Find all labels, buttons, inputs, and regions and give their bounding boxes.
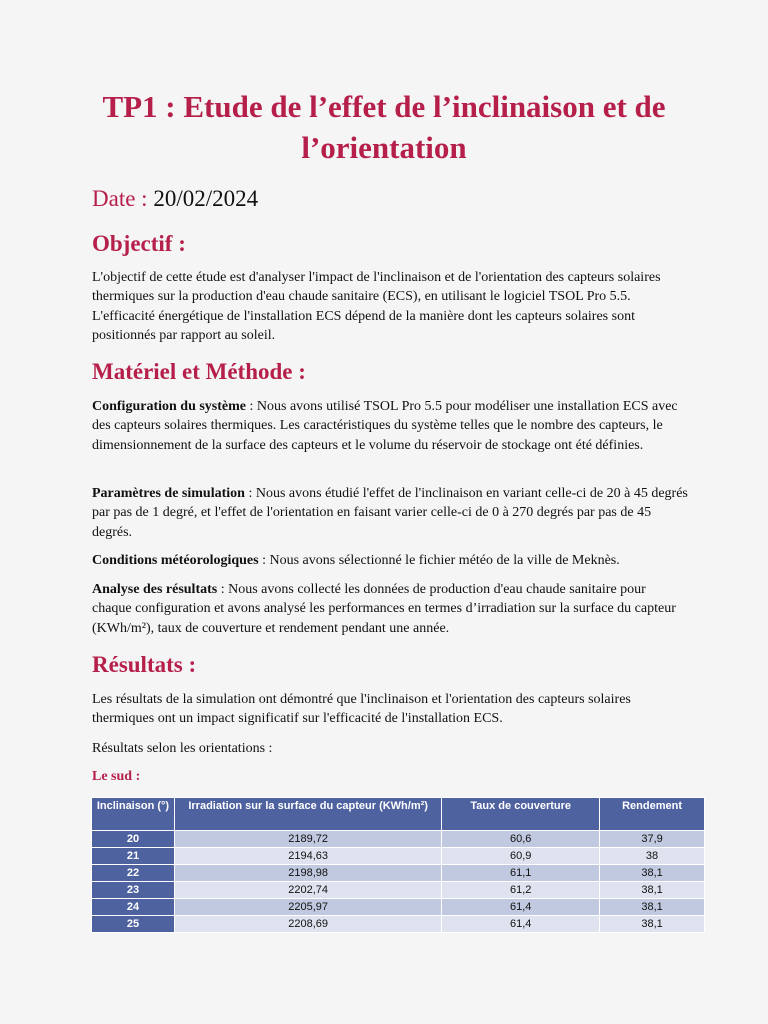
- table-cell: 2208,69: [174, 916, 441, 933]
- method-item-configuration: [92, 397, 688, 455]
- table-row: [92, 916, 705, 933]
- table-cell: 20: [92, 831, 175, 848]
- objective-text: L'objectif de cette étude est d'analyser l'impact de l'inclinaison et de l'orientation des capteurs solaires thermiques sur la production d'eau chaude sanitaire (ECS), en utilisant le logiciel TSOL Pro 5.5. L'efficacité énergétique de l'installation ECS dépend de la manière dont les capteurs solaires sont positionnés par rapport au soleil.: [92, 270, 661, 344]
- method-item-parameters: [92, 484, 688, 542]
- column-header-irradiation: Irradiation sur la surface du capteur (KWh/m²): [174, 798, 441, 831]
- table-cell: 61,4: [442, 899, 600, 916]
- date-label: Date :: [92, 186, 154, 211]
- method-item-analysis: [92, 580, 688, 638]
- table-row: [92, 848, 705, 865]
- table-cell: 23: [92, 882, 175, 899]
- table-cell: 24: [92, 899, 175, 916]
- table-cell: 38,1: [600, 882, 705, 899]
- table-cell: 61,1: [442, 865, 600, 882]
- table-cell: 2205,97: [174, 899, 441, 916]
- table-cell: 2189,72: [174, 831, 441, 848]
- table-cell: 2198,98: [174, 865, 441, 882]
- results-south-subheading: Le sud :: [92, 769, 141, 784]
- method-text: : Nous avons collecté les données de production d'eau chaude sanitaire pour chaque configuration et avons analysé les performances en termes d’irradiation sur la surface du capteur (KWh/m²), taux de couverture et rendement pendant une année.: [92, 582, 676, 636]
- method-term: Paramètres de simulation: [92, 486, 245, 501]
- method-heading: Matériel et Méthode :: [92, 359, 306, 384]
- table-header-row: [92, 798, 705, 831]
- table-cell: 38: [600, 848, 705, 865]
- table-cell: 60,6: [442, 831, 600, 848]
- method-term: Conditions météorologiques: [92, 553, 259, 568]
- column-header-rendement: Rendement: [600, 798, 705, 831]
- date-line: [92, 184, 258, 214]
- table-row: [92, 831, 705, 848]
- table-cell: 61,4: [442, 916, 600, 933]
- table-cell: 22: [92, 865, 175, 882]
- table-row: [92, 882, 705, 899]
- table-cell: 21: [92, 848, 175, 865]
- table-cell: 37,9: [600, 831, 705, 848]
- table-cell: 60,9: [442, 848, 600, 865]
- results-table-south: [91, 797, 705, 933]
- table-cell: 38,1: [600, 899, 705, 916]
- table-row: [92, 865, 705, 882]
- table-cell: 38,1: [600, 865, 705, 882]
- table-cell: 2194,63: [174, 848, 441, 865]
- date-value: 20/02/2024: [153, 186, 259, 211]
- method-term: Analyse des résultats: [92, 582, 218, 597]
- results-by-orientation: Résultats selon les orientations :: [92, 741, 273, 756]
- objective-heading: Objectif :: [92, 231, 186, 256]
- table-cell: 61,2: [442, 882, 600, 899]
- method-item-weather: [92, 551, 688, 570]
- page-title: TP1 : Etude de l’effet de l’inclinaison et de l’orientation: [102, 89, 666, 165]
- table-cell: 2202,74: [174, 882, 441, 899]
- column-header-taux: Taux de couverture: [442, 798, 600, 831]
- results-intro: Les résultats de la simulation ont démontré que l'inclinaison et l'orientation des capteurs solaires thermiques ont un impact significatif sur l'efficacité de l'installation ECS.: [92, 692, 631, 727]
- method-text: : Nous avons utilisé TSOL Pro 5.5 pour modéliser une installation ECS avec des capteurs solaires thermiques. Les caractéristiques du système telles que le nombre des capteurs, le dimensionnement de la surface des capteurs et le volume du réservoir de stockage ont été définies.: [92, 399, 678, 453]
- method-text: : Nous avons étudié l'effet de l'inclinaison en variant celle-ci de 20 à 45 degrés par pas de 1 degré, et l'effet de l'orientation en faisant varier celle-ci de 0 à 270 degrés par pas de 45 degrés.: [92, 486, 688, 540]
- column-header-inclinaison: Inclinaison (°): [92, 798, 175, 831]
- table-row: [92, 899, 705, 916]
- method-term: Configuration du système: [92, 399, 247, 414]
- table-cell: 25: [92, 916, 175, 933]
- method-text: : Nous avons sélectionné le fichier météo de la ville de Meknès.: [258, 553, 620, 568]
- table-cell: 38,1: [600, 916, 705, 933]
- results-heading: Résultats :: [92, 652, 197, 677]
